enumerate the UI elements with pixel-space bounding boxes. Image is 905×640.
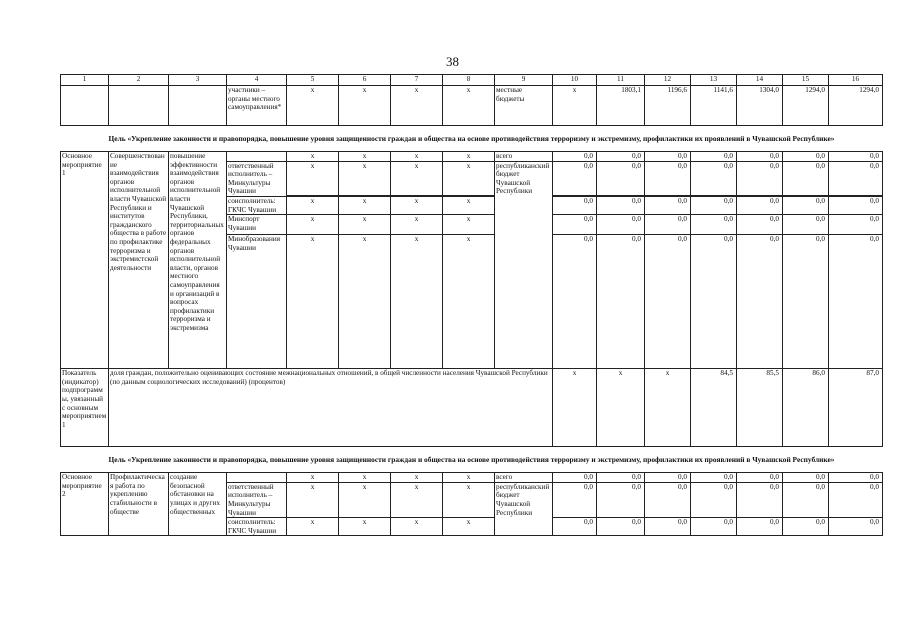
- value-cell: 84,5: [691, 369, 737, 447]
- value-cell: 0,0: [597, 482, 645, 517]
- value-cell: 0,0: [737, 215, 783, 235]
- value-cell: 0,0: [737, 161, 783, 195]
- source-cell: республиканский бюджет Чувашской Республики: [495, 482, 553, 536]
- mark-cell: x: [287, 482, 339, 517]
- event-result: создание безопасной обстановки на улицах и других общественных: [169, 473, 227, 536]
- page-number: 38: [446, 54, 459, 69]
- mark-cell: x: [443, 473, 495, 483]
- mark-cell: x: [339, 86, 391, 126]
- mark-cell: x: [391, 235, 443, 369]
- mark-cell: x: [287, 215, 339, 235]
- header-cell: 9: [495, 75, 553, 86]
- table-row: [61, 369, 883, 447]
- mark-cell: x: [443, 196, 495, 214]
- event-label: Основное мероприятие 2: [61, 473, 109, 536]
- value-cell: 0,0: [691, 215, 737, 235]
- value-cell: 0,0: [783, 518, 829, 536]
- value-cell: 1294,0: [829, 86, 883, 126]
- value-cell: 0,0: [829, 215, 883, 235]
- header-cell: 5: [287, 75, 339, 86]
- mark-cell: x: [287, 86, 339, 126]
- value-cell: 0,0: [553, 518, 597, 536]
- value-cell: 0,0: [597, 518, 645, 536]
- header-cell: 12: [645, 75, 691, 86]
- value-cell: 1294,0: [783, 86, 829, 126]
- value-cell: 0,0: [553, 215, 597, 235]
- header-cell: 6: [339, 75, 391, 86]
- value-cell: 0,0: [783, 235, 829, 369]
- value-cell: 0,0: [645, 152, 691, 162]
- value-cell: 1141,6: [691, 86, 737, 126]
- value-cell: 0,0: [737, 482, 783, 517]
- value-cell: 0,0: [597, 473, 645, 483]
- mark-cell: x: [391, 518, 443, 536]
- event-name: Профилактическая работа по укреплению стабильности в обществе: [109, 473, 169, 536]
- value-cell: 0,0: [691, 518, 737, 536]
- value-cell: 0,0: [783, 152, 829, 162]
- source-cell: всего: [495, 152, 553, 162]
- table-row: [61, 473, 883, 483]
- mark-cell: x: [287, 473, 339, 483]
- value-cell: 0,0: [829, 518, 883, 536]
- value-cell: 0,0: [645, 518, 691, 536]
- mark-cell: x: [443, 518, 495, 536]
- mark-cell: x: [553, 86, 597, 126]
- executor-cell: соисполнитель: ГКЧС Чувашии: [227, 518, 287, 536]
- value-cell: 0,0: [829, 235, 883, 369]
- executor-cell: ответственный исполнитель – Минкультуры Чувашии: [227, 161, 287, 196]
- value-cell: 1196,6: [645, 86, 691, 126]
- value-cell: 0,0: [691, 152, 737, 162]
- executor-cell: участники – органы местного самоуправления*: [227, 86, 287, 126]
- indicator-text: доля граждан, положительно оценивающих состояние межнациональных отношений, в общей численности населения Чувашской Республики (по данным социологических исследований) (процентов): [109, 369, 553, 447]
- value-cell: 0,0: [691, 482, 737, 517]
- mark-cell: x: [443, 86, 495, 126]
- value-cell: 0,0: [597, 161, 645, 195]
- executor-cell: Минспорт Чувашии: [227, 215, 287, 235]
- mark-cell: x: [339, 152, 391, 162]
- value-cell: 0,0: [553, 196, 597, 214]
- value-cell: 0,0: [737, 152, 783, 162]
- source-cell: республиканский бюджет Чувашской Республики: [495, 161, 553, 369]
- mark-cell: x: [339, 518, 391, 536]
- value-cell: 0,0: [737, 196, 783, 214]
- value-cell: 0,0: [737, 235, 783, 369]
- mark-cell: x: [443, 161, 495, 195]
- mark-cell: x: [339, 196, 391, 214]
- mark-cell: x: [443, 215, 495, 235]
- value-cell: 1803,1: [597, 86, 645, 126]
- value-cell: 1304,0: [737, 86, 783, 126]
- mark-cell: x: [391, 196, 443, 214]
- value-cell: 0,0: [829, 152, 883, 162]
- mark-cell: x: [443, 482, 495, 517]
- value-cell: 0,0: [597, 196, 645, 214]
- mark-cell: x: [339, 235, 391, 369]
- event-result: повышение эффективности взаимодействия органов исполнительной власти Чувашской Республики, территориальных органов федеральных органов исполнительной власти, органов местного самоуправления и организаций в вопросах профилактики терроризма и экстремизма: [169, 152, 227, 369]
- value-cell: 0,0: [553, 152, 597, 162]
- header-cell: 3: [169, 75, 227, 86]
- mark-cell: x: [339, 215, 391, 235]
- header-cell: 16: [829, 75, 883, 86]
- executor-cell: Минобразования Чувашии: [227, 235, 287, 369]
- mark-cell: x: [553, 369, 597, 447]
- goal-row: [61, 447, 883, 473]
- value-cell: 85,5: [737, 369, 783, 447]
- value-cell: 0,0: [737, 473, 783, 483]
- goal-row: [61, 126, 883, 152]
- mark-cell: x: [391, 161, 443, 195]
- mark-cell: x: [287, 235, 339, 369]
- value-cell: 0,0: [783, 215, 829, 235]
- program-table: [60, 74, 883, 536]
- value-cell: 0,0: [553, 161, 597, 195]
- header-cell: 7: [391, 75, 443, 86]
- goal-heading: Цель «Укрепление законности и правопорядка, повышение уровня защищенности граждан и общества на основе противодействия терроризму и экстремизму, профилактики их проявлений в Чувашской Республике»: [61, 126, 883, 152]
- value-cell: 0,0: [829, 196, 883, 214]
- header-cell: 2: [109, 75, 169, 86]
- value-cell: 0,0: [645, 161, 691, 195]
- mark-cell: x: [339, 482, 391, 517]
- executor-cell: [227, 152, 287, 162]
- mark-cell: x: [287, 152, 339, 162]
- header-cell: 10: [553, 75, 597, 86]
- header-cell: 8: [443, 75, 495, 86]
- value-cell: 0,0: [783, 473, 829, 483]
- mark-cell: x: [391, 215, 443, 235]
- value-cell: 0,0: [553, 482, 597, 517]
- mark-cell: x: [443, 152, 495, 162]
- mark-cell: x: [339, 161, 391, 195]
- value-cell: 0,0: [645, 482, 691, 517]
- value-cell: 0,0: [829, 482, 883, 517]
- header-cell: 13: [691, 75, 737, 86]
- value-cell: 0,0: [691, 473, 737, 483]
- mark-cell: x: [443, 235, 495, 369]
- mark-cell: x: [597, 369, 645, 447]
- value-cell: 0,0: [783, 161, 829, 195]
- value-cell: 0,0: [597, 152, 645, 162]
- executor-cell: [227, 473, 287, 483]
- value-cell: 0,0: [783, 196, 829, 214]
- header-cell: 11: [597, 75, 645, 86]
- event-label: Основное мероприятие 1: [61, 152, 109, 369]
- value-cell: 0,0: [645, 196, 691, 214]
- value-cell: 0,0: [691, 161, 737, 195]
- mark-cell: x: [287, 161, 339, 195]
- value-cell: 0,0: [691, 235, 737, 369]
- value-cell: 0,0: [553, 235, 597, 369]
- value-cell: 0,0: [645, 473, 691, 483]
- source-cell: всего: [495, 473, 553, 483]
- mark-cell: x: [391, 473, 443, 483]
- source-cell: местные бюджеты: [495, 86, 553, 126]
- header-cell: 14: [737, 75, 783, 86]
- value-cell: 0,0: [783, 482, 829, 517]
- mark-cell: x: [391, 152, 443, 162]
- header-cell: 1: [61, 75, 109, 86]
- value-cell: 0,0: [645, 215, 691, 235]
- value-cell: 0,0: [737, 518, 783, 536]
- mark-cell: x: [287, 196, 339, 214]
- goal-heading: Цель «Укрепление законности и правопорядка, повышение уровня защищенности граждан и общества на основе противодействия терроризму и экстремизму, профилактики их проявлений в Чувашской Республике»: [61, 447, 883, 473]
- mark-cell: x: [287, 518, 339, 536]
- header-cell: 15: [783, 75, 829, 86]
- table-row: [61, 86, 883, 126]
- value-cell: 0,0: [645, 235, 691, 369]
- value-cell: 86,0: [783, 369, 829, 447]
- value-cell: 87,0: [829, 369, 883, 447]
- mark-cell: x: [391, 86, 443, 126]
- executor-cell: соисполнитель: ГКЧС Чувашии: [227, 196, 287, 214]
- value-cell: 0,0: [829, 473, 883, 483]
- value-cell: 0,0: [553, 473, 597, 483]
- value-cell: 0,0: [829, 161, 883, 195]
- mark-cell: x: [339, 473, 391, 483]
- mark-cell: x: [645, 369, 691, 447]
- executor-cell: ответственный исполнитель – Минкультуры Чувашии: [227, 482, 287, 517]
- value-cell: 0,0: [597, 215, 645, 235]
- mark-cell: x: [391, 482, 443, 517]
- value-cell: 0,0: [691, 196, 737, 214]
- value-cell: 0,0: [597, 235, 645, 369]
- table-row: [61, 152, 883, 162]
- event-name: Совершенствование взаимодействия органов исполнительной власти Чувашской Республики и институтов гражданского общества в работе по профилактике терроризма и экстремистской деятельности: [109, 152, 169, 369]
- column-number-row: [61, 75, 883, 86]
- header-cell: 4: [227, 75, 287, 86]
- indicator-label: Показатель (индикатор) подпрограммы, увязанный с основным мероприятием 1: [61, 369, 109, 447]
